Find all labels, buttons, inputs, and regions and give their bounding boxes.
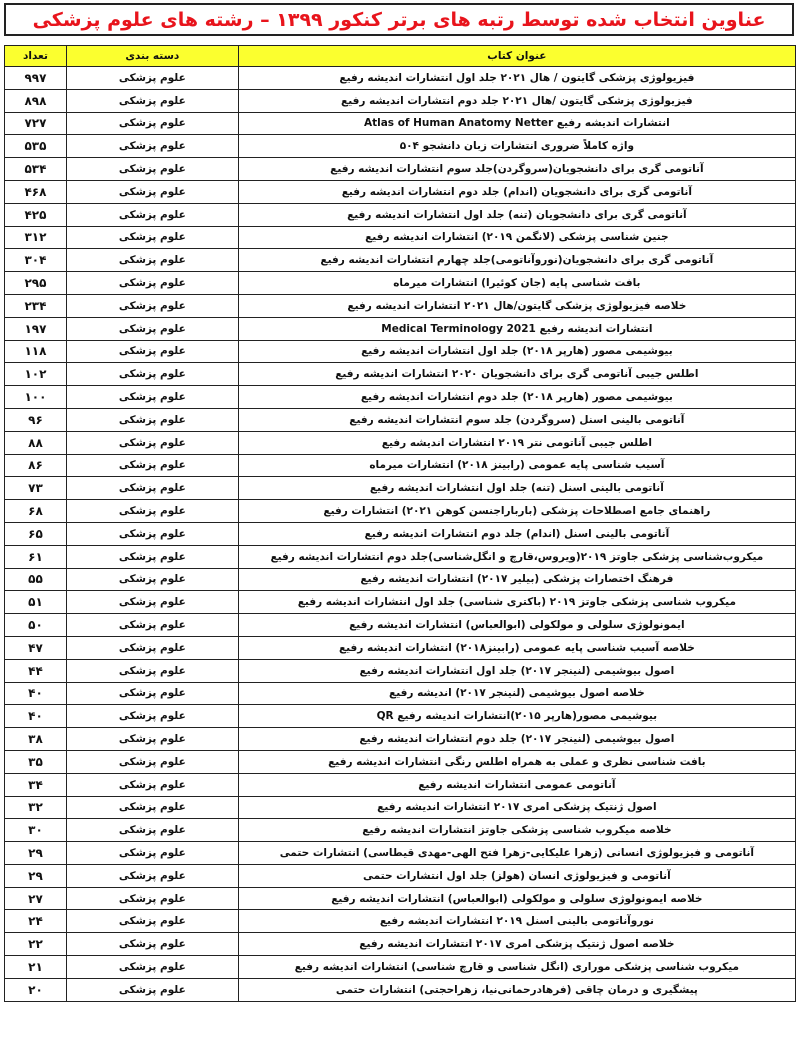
book-count: ۸۸ [5, 432, 67, 455]
book-count: ۳۰۴ [5, 249, 67, 272]
table-row [5, 432, 796, 455]
books-table [4, 45, 796, 1002]
book-count: ۶۸ [5, 500, 67, 523]
book-category: علوم پزشکی [67, 318, 239, 341]
book-title: اصول ژنتیک پزشکی امری ۲۰۱۷ انتشارات اندیشه رفیع [239, 797, 796, 820]
book-count: ۴۷ [5, 637, 67, 660]
book-category: علوم پزشکی [67, 500, 239, 523]
book-category: علوم پزشکی [67, 683, 239, 706]
book-category: علوم پزشکی [67, 546, 239, 569]
book-title: اصول بیوشیمی (لنینجر ۲۰۱۷) جلد اول انتشارات اندیشه رفیع [239, 660, 796, 683]
book-title: فیزیولوژی پزشکی گایتون /هال ۲۰۲۱ جلد دوم انتشارات اندیشه رفیع [239, 90, 796, 113]
book-category: علوم پزشکی [67, 614, 239, 637]
book-category: علوم پزشکی [67, 569, 239, 592]
book-title: میکروب‌شناسی پزشکی جاوتز ۲۰۱۹(ویروس،قارچ و انگل‌شناسی)جلد دوم انتشارات اندیشه رفیع [239, 546, 796, 569]
table-row [5, 819, 796, 842]
book-category: علوم پزشکی [67, 409, 239, 432]
book-title: میکروب شناسی پزشکی موراری (انگل شناسی و قارچ شناسی) انتشارات اندیشه رفیع [239, 956, 796, 979]
book-title: بافت شناسی نظری و عملی به همراه اطلس رنگی انتشارات اندیشه رفیع [239, 751, 796, 774]
book-count: ۱۰۰ [5, 386, 67, 409]
table-row [5, 249, 796, 272]
table-row [5, 386, 796, 409]
page-title: عناوین انتخاب شده توسط رتبه های برتر کنکور ۱۳۹۹ – رشته های علوم پزشکی [32, 8, 766, 31]
book-title: آناتومی بالینی اسنل (سروگردن) جلد سوم انتشارات اندیشه رفیع [239, 409, 796, 432]
table-row [5, 842, 796, 865]
book-category: علوم پزشکی [67, 341, 239, 364]
book-title: میکروب شناسی پزشکی جاوتز ۲۰۱۹ (باکتری شناسی) جلد اول انتشارات اندیشه رفیع [239, 591, 796, 614]
book-title: خلاصه آسیب شناسی پایه عمومی (رابینز۲۰۱۸) انتشارات اندیشه رفیع [239, 637, 796, 660]
book-title: آناتومی گری برای دانشجویان(سروگردن)جلد سوم انتشارات اندیشه رفیع [239, 158, 796, 181]
table-row [5, 910, 796, 933]
table-row [5, 683, 796, 706]
book-count: ۳۲ [5, 797, 67, 820]
book-category: علوم پزشکی [67, 204, 239, 227]
book-title: آناتومی گری برای دانشجویان (اندام) جلد دوم انتشارات اندیشه رفیع [239, 181, 796, 204]
book-count: ۵۳۴ [5, 158, 67, 181]
book-category: علوم پزشکی [67, 477, 239, 500]
book-category: علوم پزشکی [67, 227, 239, 250]
book-title: آسیب شناسی پایه عمومی (رابینز ۲۰۱۸) انتشارات میرماه [239, 455, 796, 478]
title-banner [4, 3, 794, 36]
book-category: علوم پزشکی [67, 774, 239, 797]
book-count: ۲۲ [5, 933, 67, 956]
book-count: ۷۲۷ [5, 113, 67, 136]
book-count: ۹۶ [5, 409, 67, 432]
table-row [5, 90, 796, 113]
book-count: ۵۱ [5, 591, 67, 614]
book-title: آناتومی عمومی انتشارات اندیشه رفیع [239, 774, 796, 797]
book-title: آناتومی بالینی اسنل (تنه) جلد اول انتشارات اندیشه رفیع [239, 477, 796, 500]
table-row [5, 705, 796, 728]
book-category: علوم پزشکی [67, 363, 239, 386]
book-title: خلاصه اصول بیوشیمی (لنینجر ۲۰۱۷) اندیشه رفیع [239, 683, 796, 706]
book-count: ۸۹۸ [5, 90, 67, 113]
book-title: آناتومی بالینی اسنل (اندام) جلد دوم انتشارات اندیشه رفیع [239, 523, 796, 546]
book-category: علوم پزشکی [67, 455, 239, 478]
table-row [5, 523, 796, 546]
book-category: علوم پزشکی [67, 181, 239, 204]
book-category: علوم پزشکی [67, 888, 239, 911]
table-row [5, 956, 796, 979]
book-title: آناتومی گری برای دانشجویان (تنه) جلد اول انتشارات اندیشه رفیع [239, 204, 796, 227]
book-category: علوم پزشکی [67, 272, 239, 295]
book-title: خلاصه میکروب شناسی پزشکی جاوتز انتشارات اندیشه رفیع [239, 819, 796, 842]
book-count: ۲۹ [5, 842, 67, 865]
book-count: ۵۵ [5, 569, 67, 592]
table-row [5, 363, 796, 386]
book-category: علوم پزشکی [67, 865, 239, 888]
book-category: علوم پزشکی [67, 660, 239, 683]
table-row [5, 204, 796, 227]
table-row [5, 933, 796, 956]
book-category: علوم پزشکی [67, 113, 239, 136]
book-category: علوم پزشکی [67, 797, 239, 820]
book-title: آناتومی و فیزیولوژی انسان (هولز) جلد اول انتشارات حتمی [239, 865, 796, 888]
book-category: علوم پزشکی [67, 728, 239, 751]
book-title: نوروآناتومی بالینی اسنل ۲۰۱۹ انتشارات اندیشه رفیع [239, 910, 796, 933]
book-count: ۳۰ [5, 819, 67, 842]
book-category: علوم پزشکی [67, 956, 239, 979]
table-row [5, 797, 796, 820]
table-row [5, 614, 796, 637]
table-row [5, 227, 796, 250]
table-header-row [5, 46, 796, 67]
table-row [5, 477, 796, 500]
book-category: علوم پزشکی [67, 705, 239, 728]
book-title: واژه کاملاً ضروری انتشارات زبان دانشجو ۵۰۴ [239, 135, 796, 158]
book-category: علوم پزشکی [67, 135, 239, 158]
table-row [5, 113, 796, 136]
book-category: علوم پزشکی [67, 637, 239, 660]
book-category: علوم پزشکی [67, 842, 239, 865]
book-title: انتشارات اندیشه رفیع Atlas of Human Anatomy Netter [239, 113, 796, 136]
book-title: بیوشیمی مصور(هارپر ۲۰۱۵)انتشارات اندیشه رفیع QR [239, 705, 796, 728]
book-count: ۲۴ [5, 910, 67, 933]
book-title: اطلس جیبی آناتومی نتر ۲۰۱۹ انتشارات اندیشه رفیع [239, 432, 796, 455]
header-category: دسته بندی [67, 46, 239, 67]
book-category: علوم پزشکی [67, 910, 239, 933]
table-row [5, 500, 796, 523]
book-count: ۴۴ [5, 660, 67, 683]
book-count: ۱۱۸ [5, 341, 67, 364]
book-category: علوم پزشکی [67, 295, 239, 318]
book-title: آناتومی گری برای دانشجویان(نوروآناتومی)جلد چهارم انتشارات اندیشه رفیع [239, 249, 796, 272]
book-title: خلاصه فیزیولوژی پزشکی گایتون/هال ۲۰۲۱ انتشارات اندیشه رفیع [239, 295, 796, 318]
table-row [5, 865, 796, 888]
table-row [5, 774, 796, 797]
book-count: ۲۷ [5, 888, 67, 911]
book-category: علوم پزشکی [67, 90, 239, 113]
table-row [5, 728, 796, 751]
book-title: اطلس جیبی آناتومی گری برای دانشجویان ۲۰۲۰ انتشارات اندیشه رفیع [239, 363, 796, 386]
table-row [5, 158, 796, 181]
book-category: علوم پزشکی [67, 249, 239, 272]
book-count: ۳۱۲ [5, 227, 67, 250]
book-count: ۸۶ [5, 455, 67, 478]
table-row [5, 888, 796, 911]
book-category: علوم پزشکی [67, 933, 239, 956]
book-count: ۷۳ [5, 477, 67, 500]
book-category: علوم پزشکی [67, 158, 239, 181]
header-count: تعداد [5, 46, 67, 67]
book-count: ۵۳۵ [5, 135, 67, 158]
table-row [5, 455, 796, 478]
book-category: علوم پزشکی [67, 386, 239, 409]
book-count: ۴۰ [5, 683, 67, 706]
book-title: خلاصه اصول ژنتیک پزشکی امری ۲۰۱۷ انتشارات اندیشه رفیع [239, 933, 796, 956]
book-title: ایمونولوژی سلولی و مولکولی (ابوالعباس) انتشارات اندیشه رفیع [239, 614, 796, 637]
book-count: ۶۵ [5, 523, 67, 546]
table-row [5, 546, 796, 569]
table-row [5, 660, 796, 683]
book-title: راهنمای جامع اصطلاحات پزشکی (بارباراجنسن کوهن ۲۰۲۱) انتشارات رفیع [239, 500, 796, 523]
table-row [5, 409, 796, 432]
book-title: انتشارات اندیشه رفیع Medical Terminology 2021 [239, 318, 796, 341]
book-count: ۵۰ [5, 614, 67, 637]
book-category: علوم پزشکی [67, 67, 239, 90]
book-title: آناتومی و فیزیولوژی انسانی (زهرا علیکایی-زهرا فتح الهی-مهدی قیطاسی) انتشارات حتمی [239, 842, 796, 865]
table-row [5, 67, 796, 90]
book-category: علوم پزشکی [67, 751, 239, 774]
book-count: ۳۵ [5, 751, 67, 774]
book-title: خلاصه ایمونولوژی سلولی و مولکولی (ابوالعباس) انتشارات اندیشه رفیع [239, 888, 796, 911]
table-row [5, 295, 796, 318]
table-row [5, 751, 796, 774]
book-count: ۴۰ [5, 705, 67, 728]
table-row [5, 181, 796, 204]
book-category: علوم پزشکی [67, 432, 239, 455]
book-count: ۶۱ [5, 546, 67, 569]
table-row [5, 272, 796, 295]
book-category: علوم پزشکی [67, 591, 239, 614]
book-title: پیشگیری و درمان چاقی (فرهادرحمانی‌نیا، زهراحجتی) انتشارات حتمی [239, 979, 796, 1002]
book-title: فیزیولوژی پزشکی گایتون / هال ۲۰۲۱ جلد اول انتشارات اندیشه رفیع [239, 67, 796, 90]
book-category: علوم پزشکی [67, 819, 239, 842]
book-title: بافت شناسی پایه (جان کوئیرا) انتشارات میرماه [239, 272, 796, 295]
book-count: ۲۳۴ [5, 295, 67, 318]
book-count: ۲۰ [5, 979, 67, 1002]
table-row [5, 135, 796, 158]
book-title: بیوشیمی مصور (هارپر ۲۰۱۸) جلد اول انتشارات اندیشه رفیع [239, 341, 796, 364]
table-row [5, 318, 796, 341]
header-title: عنوان کتاب [239, 46, 796, 67]
book-count: ۳۴ [5, 774, 67, 797]
table-row [5, 637, 796, 660]
book-count: ۲۱ [5, 956, 67, 979]
book-count: ۱۹۷ [5, 318, 67, 341]
book-category: علوم پزشکی [67, 523, 239, 546]
book-count: ۹۹۷ [5, 67, 67, 90]
book-title: اصول بیوشیمی (لنینجر ۲۰۱۷) جلد دوم انتشارات اندیشه رفیع [239, 728, 796, 751]
table-row [5, 569, 796, 592]
book-title: فرهنگ اختصارات پزشکی (بیلیر ۲۰۱۷) انتشارات اندیشه رفیع [239, 569, 796, 592]
book-count: ۴۲۵ [5, 204, 67, 227]
book-title: جنین شناسی پزشکی (لانگمن ۲۰۱۹) انتشارات اندیشه رفیع [239, 227, 796, 250]
table-row [5, 979, 796, 1002]
book-count: ۲۹۵ [5, 272, 67, 295]
table-row [5, 341, 796, 364]
table-row [5, 591, 796, 614]
book-count: ۳۸ [5, 728, 67, 751]
book-title: بیوشیمی مصور (هارپر ۲۰۱۸) جلد دوم انتشارات اندیشه رفیع [239, 386, 796, 409]
book-count: ۴۶۸ [5, 181, 67, 204]
book-count: ۱۰۲ [5, 363, 67, 386]
book-count: ۲۹ [5, 865, 67, 888]
book-category: علوم پزشکی [67, 979, 239, 1002]
